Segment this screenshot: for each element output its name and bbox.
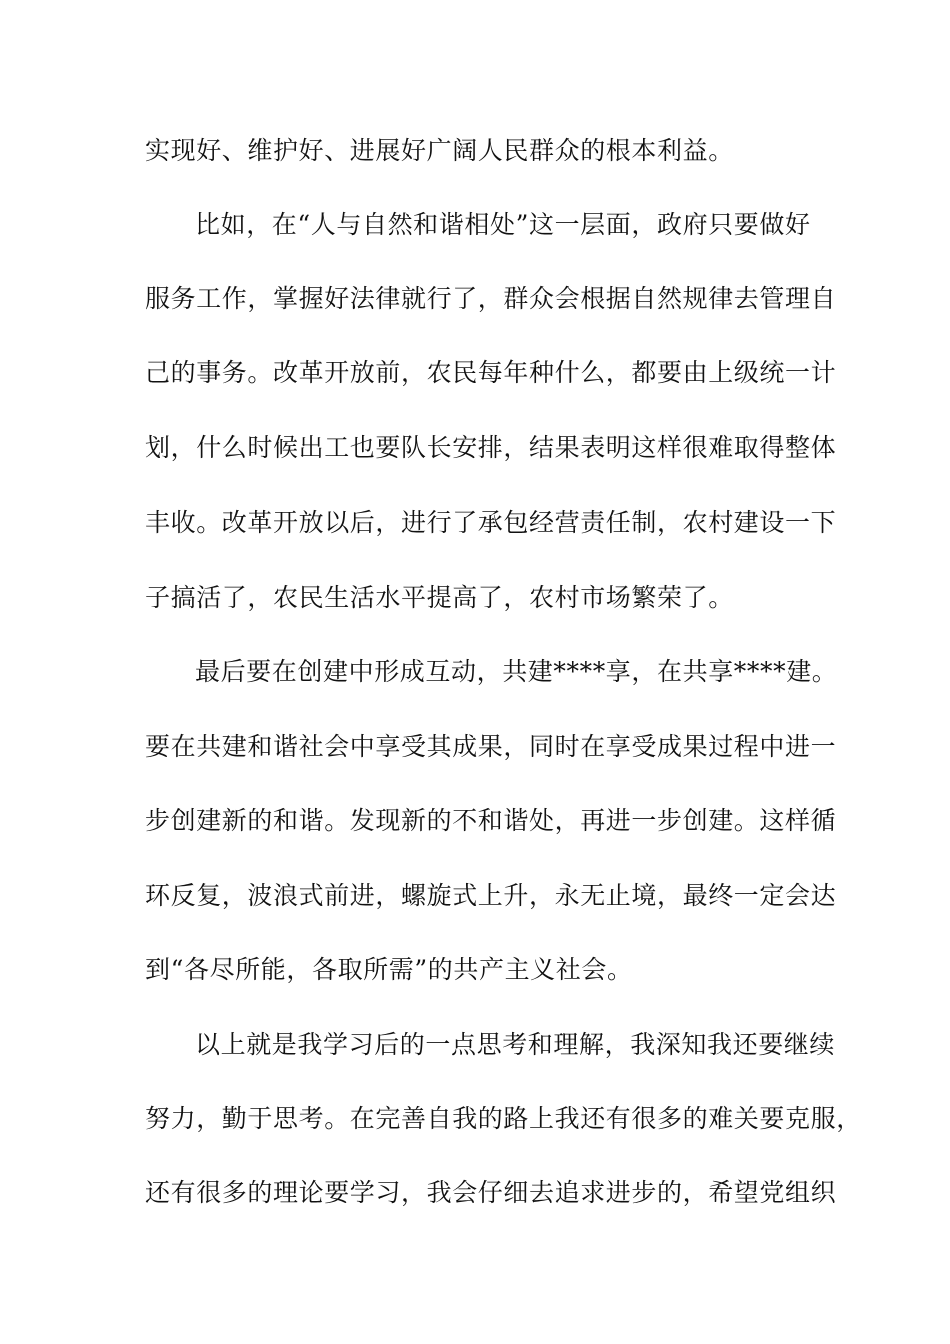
paragraph-line: 环反复，波浪式前进，螺旋式上升，永无止境，最终一定会达 — [145, 881, 837, 910]
paragraph-line: 步创建新的和谐。发现新的不和谐处，再进一步创建。这样循 — [145, 806, 837, 835]
paragraph-line: 划，什么时候出工也要队长安排，结果表明这样很难取得整体 — [145, 433, 837, 462]
paragraph-line: 实现好、维护好、进展好广阔人民群众的根本利益。 — [145, 136, 734, 165]
paragraph-line: 要在共建和谐社会中享受其成果，同时在享受成果过程中进一 — [145, 732, 837, 761]
paragraph-line: 丰收。改革开放以后，进行了承包经营责任制，农村建设一下 — [145, 508, 837, 537]
paragraph-line: 最后要在创建中形成互动，共建****享，在共享****建。 — [195, 657, 838, 686]
paragraph-line: 子搞活了，农民生活水平提高了，农村市场繁荣了。 — [145, 583, 734, 612]
paragraph-line: 以上就是我学习后的一点思考和理解，我深知我还要继续 — [195, 1030, 836, 1059]
paragraph-line: 服务工作，掌握好法律就行了，群众会根据自然规律去管理自 — [145, 284, 837, 313]
paragraph-line: 比如，在“人与自然和谐相处”这一层面，政府只要做好 — [195, 210, 811, 239]
paragraph-line: 还有很多的理论要学习，我会仔细去追求进步的，希望党组织 — [145, 1178, 837, 1207]
paragraph-line: 己的事务。改革开放前，农民每年种什么，都要由上级统一计 — [145, 358, 837, 387]
paragraph-line: 到“各尽所能，各取所需”的共产主义社会。 — [145, 955, 633, 984]
paragraph-line: 努力，勤于思考。在完善自我的路上我还有很多的难关要克服， — [145, 1104, 862, 1133]
